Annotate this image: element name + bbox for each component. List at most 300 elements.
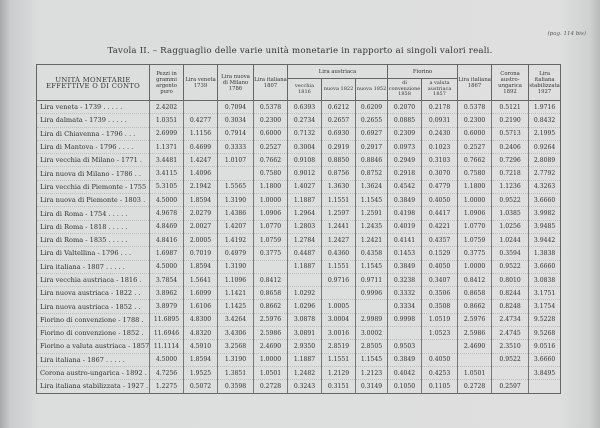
table-cell: 0.3775 [458, 247, 492, 260]
header-unit: UNITÀ MONETARIE EFFETTIVE O DI CONTO [37, 65, 150, 101]
table-cell: 0.2178 [422, 101, 458, 114]
table-cell: 4.8469 [150, 220, 184, 233]
table-cell: 0.4358 [356, 247, 388, 260]
table-cell: 4.8320 [184, 327, 218, 340]
row-label: Lira di Roma - 1818 . . . . . [37, 220, 150, 233]
table-cell: 0.4050 [422, 194, 458, 207]
table-row [37, 260, 561, 273]
table-cell: 2.9350 [288, 340, 322, 353]
table-cell: 0.2190 [492, 114, 529, 127]
table-cell: 1.0906 [254, 207, 288, 220]
table-cell: 2.0005 [184, 233, 218, 246]
table-cell: 0.1023 [422, 140, 458, 153]
table-cell: 0.3243 [288, 380, 322, 393]
table-cell: 1.3851 [218, 366, 254, 379]
table-cell: 0.9522 [492, 353, 529, 366]
table-cell: 0.5713 [492, 127, 529, 140]
table-cell [388, 327, 422, 340]
table-cell: 1.0351 [150, 114, 184, 127]
table-cell: 0.5378 [254, 101, 288, 114]
table-cell: 0.4542 [388, 180, 422, 193]
table-cell: 0.9522 [492, 194, 529, 207]
table-cell: 0.6393 [288, 101, 322, 114]
table-cell: 1.2435 [356, 220, 388, 233]
header-la-vecchia: vecchia 1816 [288, 79, 322, 101]
table-cell: 0.8662 [254, 300, 288, 313]
table-cell: 0.2919 [322, 140, 356, 153]
page-number: (pag. 114 bis) [547, 31, 586, 37]
table-cell: 0.4357 [422, 233, 458, 246]
table-cell: 0.3238 [388, 273, 422, 286]
table-cell: 3.2568 [218, 340, 254, 353]
table-cell: 4.5910 [184, 340, 218, 353]
table-cell: 1.3190 [218, 353, 254, 366]
table-cell: 0.4050 [422, 353, 458, 366]
table-cell: 1.8594 [184, 353, 218, 366]
table-cell: 2.8505 [356, 340, 388, 353]
table-cell: 2.5986 [254, 327, 288, 340]
table-cell: 9.5228 [529, 313, 561, 326]
table-cell: 1.9716 [529, 101, 561, 114]
table-cell [218, 167, 254, 180]
table-cell: 3.1754 [529, 300, 561, 313]
table-cell: 3.0878 [288, 313, 322, 326]
table-cell: 1.0292 [288, 287, 322, 300]
table-cell: 0.7662 [254, 154, 288, 167]
table-row [37, 273, 561, 286]
row-label: Lira dalmata - 1739 . . . . . [37, 114, 150, 127]
table-cell [492, 366, 529, 379]
table-cell: 1.1156 [184, 127, 218, 140]
table-cell: 4.5000 [150, 353, 184, 366]
table-cell: 11.6895 [150, 313, 184, 326]
header-lira-italiana-1807: Lira italiana 1807 [254, 65, 288, 101]
table-cell: 1.4247 [184, 154, 218, 167]
table-cell: 0.4779 [422, 180, 458, 193]
table-cell: 1.2427 [322, 233, 356, 246]
table-cell: 0.8850 [322, 154, 356, 167]
table-cell: 3.0016 [322, 327, 356, 340]
table-row [37, 140, 561, 153]
table-row [37, 300, 561, 313]
table-cell: 0.6209 [356, 101, 388, 114]
table-row [37, 127, 561, 140]
table-cell: 0.8846 [356, 154, 388, 167]
table-cell: 1.1887 [288, 194, 322, 207]
table-cell: 0.3508 [422, 300, 458, 313]
table-cell: 1.3624 [356, 180, 388, 193]
table-cell: 1.1887 [288, 260, 322, 273]
table-cell: 0.2728 [254, 380, 288, 393]
table-cell: 0.3103 [422, 154, 458, 167]
table-cell: 4.7256 [150, 366, 184, 379]
table-cell: 0.2657 [322, 114, 356, 127]
table-cell: 1.2591 [356, 207, 388, 220]
table-body [37, 101, 561, 394]
row-label: Lira nuova di Milano - 1786 . . [37, 167, 150, 180]
table-cell: 0.2728 [458, 380, 492, 393]
table-cell: 0.2949 [388, 154, 422, 167]
table-cell: 3.9442 [529, 233, 561, 246]
header-la-nuova-1852: nuova 1852 [356, 79, 388, 101]
table-cell: 0.2527 [254, 140, 288, 153]
table-cell: 0.2309 [388, 127, 422, 140]
row-label: Lira vecchia di Piemonte - 1755 [37, 180, 150, 193]
table-cell: 1.2275 [150, 380, 184, 393]
table-cell: 1.0244 [492, 233, 529, 246]
table-cell: 2.7792 [529, 167, 561, 180]
table-cell: 0.7580 [254, 167, 288, 180]
table-cell: 3.8962 [150, 287, 184, 300]
table-cell [184, 101, 218, 114]
table-cell: 3.1751 [529, 287, 561, 300]
table-cell [322, 287, 356, 300]
table-cell: 2.6999 [150, 127, 184, 140]
table-cell: 0.8658 [254, 287, 288, 300]
table-cell: 1.5641 [184, 273, 218, 286]
table-cell: 4.5000 [150, 260, 184, 273]
table-row [37, 167, 561, 180]
table-cell: 1.2964 [288, 207, 322, 220]
table-cell: 0.8244 [492, 287, 529, 300]
table-cell: 0.0931 [422, 114, 458, 127]
table-cell: 0.3333 [218, 140, 254, 153]
table-cell: 1.2784 [288, 233, 322, 246]
table-cell: 1.2129 [322, 366, 356, 379]
table-cell: 4.3263 [529, 180, 561, 193]
table-cell: 0.3849 [388, 260, 422, 273]
table-cell: 1.1425 [218, 300, 254, 313]
table-cell: 0.7218 [492, 167, 529, 180]
table-cell: 0.8658 [458, 287, 492, 300]
table-row [37, 101, 561, 114]
table-row [37, 207, 561, 220]
table-cell: 0.1050 [388, 380, 422, 393]
header-fiorino-convenzione: di convenzione 1858 [388, 79, 422, 101]
table-cell: 1.1887 [288, 353, 322, 366]
table-cell: 1.1551 [322, 194, 356, 207]
table-cell: 2.5976 [458, 313, 492, 326]
table-cell: 1.8594 [184, 260, 218, 273]
table-row [37, 194, 561, 207]
table-cell: 1.1800 [254, 180, 288, 193]
table-cell: 0.2070 [388, 101, 422, 114]
table-cell: 0.9522 [492, 260, 529, 273]
row-label: Lira veneta - 1739 . . . . . [37, 101, 150, 114]
row-label: Corona austro-ungarica - 1892 . [37, 366, 150, 379]
table-cell: 11.1114 [150, 340, 184, 353]
table-cell: 0.8010 [492, 273, 529, 286]
table-cell: 0.7094 [218, 101, 254, 114]
table-cell [458, 353, 492, 366]
table-cell: 0.9012 [288, 167, 322, 180]
table-cell: 1.4027 [288, 180, 322, 193]
table-cell: 1.1421 [218, 287, 254, 300]
table-cell: 3.6660 [529, 194, 561, 207]
table-cell: 0.3151 [322, 380, 356, 393]
table-cell: 1.1545 [356, 260, 388, 273]
table-cell: 1.0000 [458, 194, 492, 207]
table-cell: 3.0838 [529, 273, 561, 286]
table-cell: 0.8412 [254, 273, 288, 286]
table-cell: 0.2734 [288, 114, 322, 127]
table-cell [529, 380, 561, 393]
table-cell: 2.1942 [184, 180, 218, 193]
row-label: Lira di Mantova - 1796 . . . . [37, 140, 150, 153]
header-corona: Corona austro-ungarica 1892 [492, 65, 529, 101]
row-label: Fiorino a valuta austriaca - 1857 [37, 340, 150, 353]
table-cell: 2.4690 [254, 340, 288, 353]
table-cell [254, 260, 288, 273]
table-cell: 1.1545 [356, 194, 388, 207]
table-cell: 0.1453 [388, 247, 422, 260]
table-cell: 1.9525 [184, 366, 218, 379]
table-cell [356, 300, 388, 313]
table-cell: 1.6987 [150, 247, 184, 260]
table-cell: 0.3407 [422, 273, 458, 286]
table-cell: 3.7854 [150, 273, 184, 286]
table-cell: 0.3594 [492, 247, 529, 260]
table-row [37, 233, 561, 246]
table-cell: 2.0027 [184, 220, 218, 233]
table-cell: 2.4690 [458, 340, 492, 353]
table-cell: 1.2482 [288, 366, 322, 379]
table-cell: 0.3034 [218, 114, 254, 127]
table-cell: 2.3510 [492, 340, 529, 353]
header-lira-milano: Lira nuova di Milano 1786 [218, 65, 254, 101]
table-row [37, 340, 561, 353]
row-label: Lira vecchia di Milano - 1771 . [37, 154, 150, 167]
table-cell: 3.6660 [529, 260, 561, 273]
table-cell: 1.8594 [184, 194, 218, 207]
table-cell: 1.1096 [218, 273, 254, 286]
table-cell: 1.0385 [492, 207, 529, 220]
row-label: Lira nuova austriaca - 1822 . . [37, 287, 150, 300]
table-cell: 1.3190 [218, 260, 254, 273]
row-label: Lira di Valtellina - 1796 . . . [37, 247, 150, 260]
table-cell: 1.0000 [254, 353, 288, 366]
table-cell: 0.2527 [458, 140, 492, 153]
table-cell: 1.0501 [254, 366, 288, 379]
table-cell: 2.9989 [356, 313, 388, 326]
table-cell: 2.4745 [492, 327, 529, 340]
row-label: Lira di Roma - 1835 . . . . . [37, 233, 150, 246]
table-cell: 1.0000 [254, 194, 288, 207]
table-cell: 3.4264 [218, 313, 254, 326]
table-cell: 1.2597 [322, 207, 356, 220]
table-cell: 3.0002 [356, 327, 388, 340]
table-cell: 2.8089 [529, 154, 561, 167]
row-label: Lira nuova austriaca - 1852 . . [37, 300, 150, 313]
row-label: Lira italiana - 1807 . . . . . [37, 260, 150, 273]
table-cell: 2.0279 [184, 207, 218, 220]
table-cell: 0.7132 [288, 127, 322, 140]
table-cell: 0.3334 [388, 300, 422, 313]
table-cell: 0.3004 [288, 140, 322, 153]
header-la-nuova-1822: nuova 1822 [322, 79, 356, 101]
table-cell: 1.2421 [356, 233, 388, 246]
table-cell: 1.0501 [458, 366, 492, 379]
table-cell: 0.7019 [184, 247, 218, 260]
table-cell: 3.9982 [529, 207, 561, 220]
table-cell: 3.4306 [218, 327, 254, 340]
row-label: Lira di Roma - 1754 . . . . . [37, 207, 150, 220]
table-cell: 1.0906 [458, 207, 492, 220]
table-cell: 0.2300 [458, 114, 492, 127]
table-cell: 0.2430 [422, 127, 458, 140]
table-cell: 1.1545 [356, 353, 388, 366]
row-label: Lira vecchia austriaca - 1816 . [37, 273, 150, 286]
header-lira-veneta: Lira veneta 1739 [184, 65, 218, 101]
table-cell: 3.6660 [529, 353, 561, 366]
table-cell: 0.4979 [218, 247, 254, 260]
table-cell: 0.4141 [388, 233, 422, 246]
header-pezzi: Pezzi in grammi argento puro [150, 65, 184, 101]
table-cell: 0.2918 [388, 167, 422, 180]
table-cell: 4.8416 [150, 233, 184, 246]
table-cell: 9.0516 [529, 340, 561, 353]
table-cell: 5.3105 [150, 180, 184, 193]
table-cell: 1.2123 [356, 366, 388, 379]
table-cell: 1.0296 [288, 300, 322, 313]
table-cell: 2.5976 [254, 313, 288, 326]
table-cell: 1.4207 [218, 220, 254, 233]
table-cell: 0.9996 [356, 287, 388, 300]
table-cell: 0.8248 [492, 300, 529, 313]
table-cell: 2.8519 [322, 340, 356, 353]
table-cell: 1.2803 [288, 220, 322, 233]
row-label: Lira italiana stabilizzata - 1927 . [37, 380, 150, 393]
header-lira-stabilizzata: Lira italiana stabilizzata 1927 [529, 65, 561, 101]
table-cell: 4.8300 [184, 313, 218, 326]
table-row [37, 154, 561, 167]
table-cell: 0.6000 [254, 127, 288, 140]
table-cell: 0.4253 [422, 366, 458, 379]
table-cell: 0.1105 [422, 380, 458, 393]
table-row [37, 327, 561, 340]
table-cell: 0.4198 [388, 207, 422, 220]
table-cell: 1.2441 [322, 220, 356, 233]
table-cell: 1.3630 [322, 180, 356, 193]
table-cell: 1.1551 [322, 260, 356, 273]
table-cell: 0.5121 [492, 101, 529, 114]
table-cell: 3.8979 [150, 300, 184, 313]
table-cell: 3.0891 [288, 327, 322, 340]
table-cell: 1.4096 [184, 167, 218, 180]
table-cell: 0.2406 [492, 140, 529, 153]
table-row [37, 114, 561, 127]
table-cell: 0.3506 [422, 287, 458, 300]
table-cell: 1.0000 [458, 260, 492, 273]
table-row [37, 366, 561, 379]
table-cell: 3.9485 [529, 220, 561, 233]
table-row [37, 247, 561, 260]
table-cell: 0.4277 [184, 114, 218, 127]
table-cell: 4.9678 [150, 207, 184, 220]
row-label: Lira nuova di Piemonte - 1803 . [37, 194, 150, 207]
table-cell: 0.3849 [388, 353, 422, 366]
table-cell: 0.7662 [458, 154, 492, 167]
table-cell: 0.2300 [254, 114, 288, 127]
table-cell: 0.0885 [388, 114, 422, 127]
table-cell: 0.8412 [458, 273, 492, 286]
table-cell: 0.4221 [422, 220, 458, 233]
table-cell: 0.8752 [356, 167, 388, 180]
table-cell: 0.7580 [458, 167, 492, 180]
table-cell: 0.3598 [218, 380, 254, 393]
table-cell: 1.3838 [529, 247, 561, 260]
table-cell: 0.4487 [288, 247, 322, 260]
table-cell: 1.0770 [254, 220, 288, 233]
row-label: Fiorino di convenzione - 1852 . [37, 327, 150, 340]
table-cell: 0.6927 [356, 127, 388, 140]
table-cell: 1.0107 [218, 154, 254, 167]
table-cell: 1.1800 [458, 180, 492, 193]
table-cell: 1.4386 [218, 207, 254, 220]
table-cell: 0.9264 [529, 140, 561, 153]
table-row [37, 380, 561, 393]
table-cell: 3.4481 [150, 154, 184, 167]
table-cell: 9.5268 [529, 327, 561, 340]
table-cell: 0.2917 [356, 140, 388, 153]
table-cell: 3.8495 [529, 366, 561, 379]
table-cell: 0.4417 [422, 207, 458, 220]
table-cell: 1.6106 [184, 300, 218, 313]
table-cell: 0.2597 [492, 380, 529, 393]
table-cell: 0.3149 [356, 380, 388, 393]
table-cell: 1.0256 [492, 220, 529, 233]
table-row [37, 313, 561, 326]
conversion-table [36, 64, 561, 394]
table-cell: 0.4019 [388, 220, 422, 233]
table-cell: 0.4699 [184, 140, 218, 153]
table-cell: 0.3775 [254, 247, 288, 260]
row-label: Lira italiana - 1867 . . . . . [37, 353, 150, 366]
table-cell: 1.6099 [184, 287, 218, 300]
table-cell: 0.9503 [388, 340, 422, 353]
table-cell: 0.5072 [184, 380, 218, 393]
table-cell: 0.0973 [388, 140, 422, 153]
table-cell: 2.5986 [458, 327, 492, 340]
table-cell: 0.4360 [322, 247, 356, 260]
table-cell: 1.0759 [254, 233, 288, 246]
header-lira-austriaca: Lira austriaca [288, 65, 388, 79]
header-fiorino-valuta: a valuta austriaca 1857 [422, 79, 458, 101]
table-row [37, 220, 561, 233]
table-row [37, 353, 561, 366]
table-cell: 11.6946 [150, 327, 184, 340]
table-cell: 2.4202 [150, 101, 184, 114]
table-cell: 1.1371 [150, 140, 184, 153]
table-title: Tavola II. – Ragguaglio delle varie unità monetarie in rapporto ai singoli valori reali. [107, 46, 493, 56]
table-cell: 0.6000 [458, 127, 492, 140]
table-cell: 0.6212 [322, 101, 356, 114]
table-cell: 1.1236 [492, 180, 529, 193]
table-cell: 2.1995 [529, 127, 561, 140]
table-cell [422, 340, 458, 353]
table-cell: 1.0759 [458, 233, 492, 246]
table-cell: 2.4734 [492, 313, 529, 326]
table-cell: 0.9998 [388, 313, 422, 326]
row-label: Lira di Chiavenna - 1796 . . . [37, 127, 150, 140]
header-lira-italiana-1867: Lira italiana 1867 [458, 65, 492, 101]
table-cell: 0.9711 [356, 273, 388, 286]
table-cell: 0.3070 [422, 167, 458, 180]
table-cell: 1.3190 [218, 194, 254, 207]
table-cell: 0.3849 [388, 194, 422, 207]
table-cell: 0.1529 [422, 247, 458, 260]
table-cell: 0.7296 [492, 154, 529, 167]
